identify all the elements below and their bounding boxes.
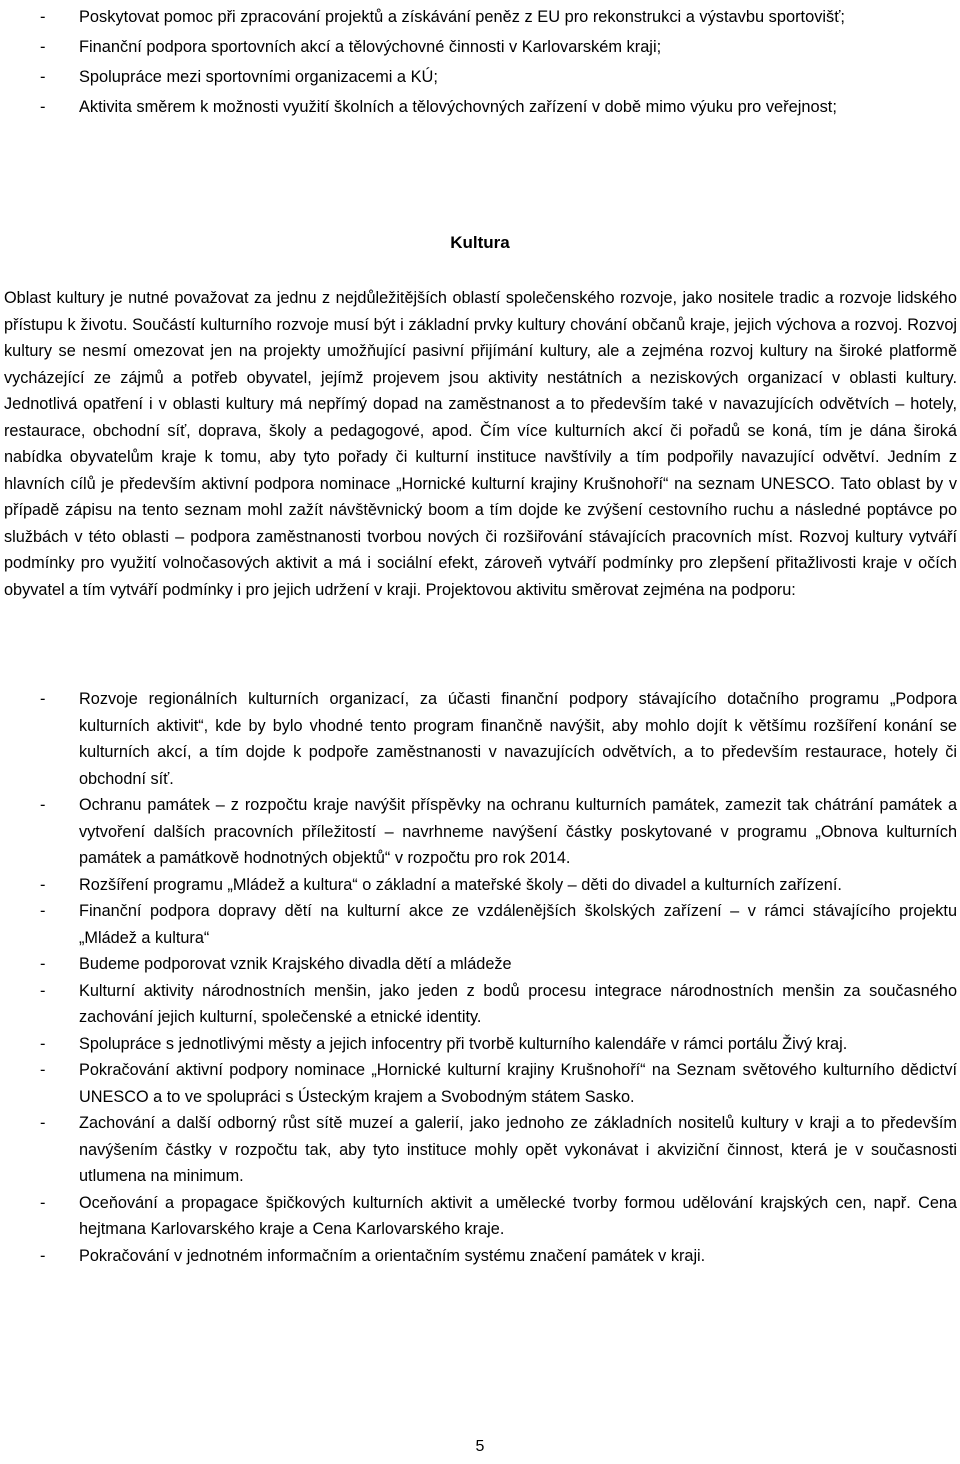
- list-item-text: Zachování a další odborný růst sítě muzeí a galerií, jako jednoho ze základních nositelů kultury v kraji a to především navýšením částky v rozpočtu tak, aby tyto instituce mohly opět vykonávat i akviziční činnost, která je v současnosti utlumena na minimum.: [79, 1114, 957, 1185]
- list-item-text: Spolupráce s jednotlivými městy a jejich infocentry při tvorbě kulturního kalendáře v rámci portálu Živý kraj.: [79, 1034, 848, 1053]
- culture-support-list: [40, 686, 957, 1269]
- list-dash: -: [40, 981, 46, 1000]
- list-dash: -: [40, 1114, 46, 1132]
- list-item: [40, 951, 957, 978]
- list-item-text: Poskytovat pomoc při zpracování projektů a získávání peněz z EU pro rekonstrukci a výstavbu sportovišť;: [79, 8, 845, 26]
- list-item-text: Aktivita směrem k možnosti využití školních a tělovýchovných zařízení v době mimo výuku pro veřejnost;: [79, 98, 837, 116]
- list-item: [40, 978, 957, 1031]
- list-dash: -: [40, 1193, 46, 1212]
- list-dash: -: [40, 955, 46, 973]
- list-item-text: Pokračování v jednotném informačním a orientačním systému značení památek v kraji.: [79, 1246, 706, 1265]
- list-item-text: Rozvoje regionálních kulturních organizací, za účasti finanční podpory stávajícího dotačního programu „Podpora kulturních aktivit“, kde by bylo vhodné tento program finančně navýšit, aby mohlo dojít k většímu rozšíření konání se kulturních akcí, a tím dojde k podpoře zaměstnanosti v navazujících odvětvích, a to především restaurace, hotely či obchodní síť.: [79, 690, 957, 788]
- list-dash: -: [40, 68, 46, 86]
- list-item-text: Spolupráce mezi sportovními organizacemi a KÚ;: [79, 68, 438, 86]
- list-item: [40, 872, 957, 899]
- list-dash: -: [40, 902, 46, 920]
- list-item-text: Finanční podpora dopravy dětí na kulturní akce ze vzdálenějších školských zařízení – v rámci stávajícího projektu „Mládež a kultura“: [79, 902, 957, 947]
- list-item-text: Oceňování a propagace špičkových kulturních aktivit a umělecké tvorby formou udělování krajských cen, např. Cena hejtmana Karlovarského kraje a Cena Karlovarského kraje.: [79, 1193, 957, 1238]
- list-dash: -: [40, 98, 46, 116]
- list-item: [40, 1243, 957, 1270]
- list-item: [40, 1190, 957, 1243]
- list-item-text: Ochranu památek – z rozpočtu kraje navýšit příspěvky na ochranu kulturních památek, zamezit tak chátrání památek a vytvoření dalších pracovních příležitostí – navrhneme navýšení částky poskytované v programu „Obnova kulturních památek a památkově hodnotných objektů“ v rozpočtu pro rok 2014.: [79, 796, 957, 867]
- list-dash: -: [40, 796, 46, 814]
- list-item: [40, 92, 957, 122]
- list-dash: -: [40, 1034, 46, 1053]
- list-item-text: Budeme podporovat vznik Krajského divadla dětí a mládeže: [79, 955, 512, 973]
- sport-measures-list: [40, 2, 957, 122]
- list-item: [40, 2, 957, 32]
- section-paragraph: Oblast kultury je nutné považovat za jednu z nejdůležitějších oblastí společenského rozvoje, jako nositele tradic a rozvoje lidského přístupu k životu. Součástí kulturního rozvoje musí být i základní prvky kultury chování občanů kraje, jejich výchova a rozvoj. Rozvoj kultury se nesmí omezovat jen na projekty umožňující pasivní přijímání kultury, ale a zejména rozvoj kultury na široké platformě vycházející ze zájmů a potřeb obyvatel, jejímž projevem jsou aktivity nestátních a neziskových organizací v oblasti kultury. Jednotlivá opatření i v oblasti kultury má nepřímý dopad na zaměstnanost a to především také v navazujících odvětvích – hotely, restaurace, obchodní síť, doprava, školy a pedagogové, apod. Čím více kulturních akcí či pořadů se koná, tím je dána široká nabídka obyvatelům kraje k tomu, aby tyto pořady či kulturní instituce navštívily a tím podpořily navazující odvětví. Jedním z hlavních cílů je především aktivní podpora nominace „Hornické kulturní krajiny Krušnohoří“ na seznam UNESCO. Tato oblast by v případě zápisu na tento seznam mohl zažít návštěvnický boom a tím dojde ke zvýšení cestovního ruchu a následné poptávce po službách v této oblasti – podpora zaměstnanosti tvorbou nových či rozšiřování stávajících pracovních míst. Rozvoj kultury vytváří podmínky pro využití volnočasových aktivit a má i sociální efekt, zároveň vytváří podmínky pro zlepšení přitažlivosti kraje v očích obyvatel a tím vytváří podmínky i pro jejich udržení v kraji. Projektovou aktivitu směrovat zejména na podporu:: [4, 289, 957, 599]
- list-item-text: Pokračování aktivní podpory nominace „Hornické kulturní krajiny Krušnohoří“ na Seznam světového kulturního dědictví UNESCO a to ve spolupráci s Ústeckým krajem a Svobodným státem Sasko.: [79, 1061, 957, 1106]
- list-dash: -: [40, 1061, 46, 1079]
- list-item: [40, 62, 957, 92]
- list-dash: -: [40, 875, 46, 894]
- list-dash: -: [40, 38, 46, 56]
- list-item: [40, 1057, 957, 1110]
- list-item: [40, 792, 957, 872]
- list-item: [40, 898, 957, 951]
- list-item-text: Rozšíření programu „Mládež a kultura“ o základní a mateřské školy – děti do divadel a kulturních zařízení.: [79, 875, 842, 894]
- list-dash: -: [40, 690, 46, 708]
- list-item: [40, 1110, 957, 1190]
- list-item-text: Kulturní aktivity národnostních menšin, jako jeden z bodů procesu integrace národnostních menšin za současného zachování jejich kulturní, společenské a etnické identity.: [79, 981, 957, 1026]
- list-item: [40, 686, 957, 792]
- list-item: [40, 1031, 957, 1058]
- list-item: [40, 32, 957, 62]
- list-item-text: Finanční podpora sportovních akcí a tělovýchovné činnosti v Karlovarském kraji;: [79, 38, 662, 56]
- list-dash: -: [40, 1246, 46, 1265]
- list-dash: -: [40, 8, 46, 26]
- section-heading: Kultura: [450, 233, 510, 252]
- page-number: 5: [475, 1438, 485, 1455]
